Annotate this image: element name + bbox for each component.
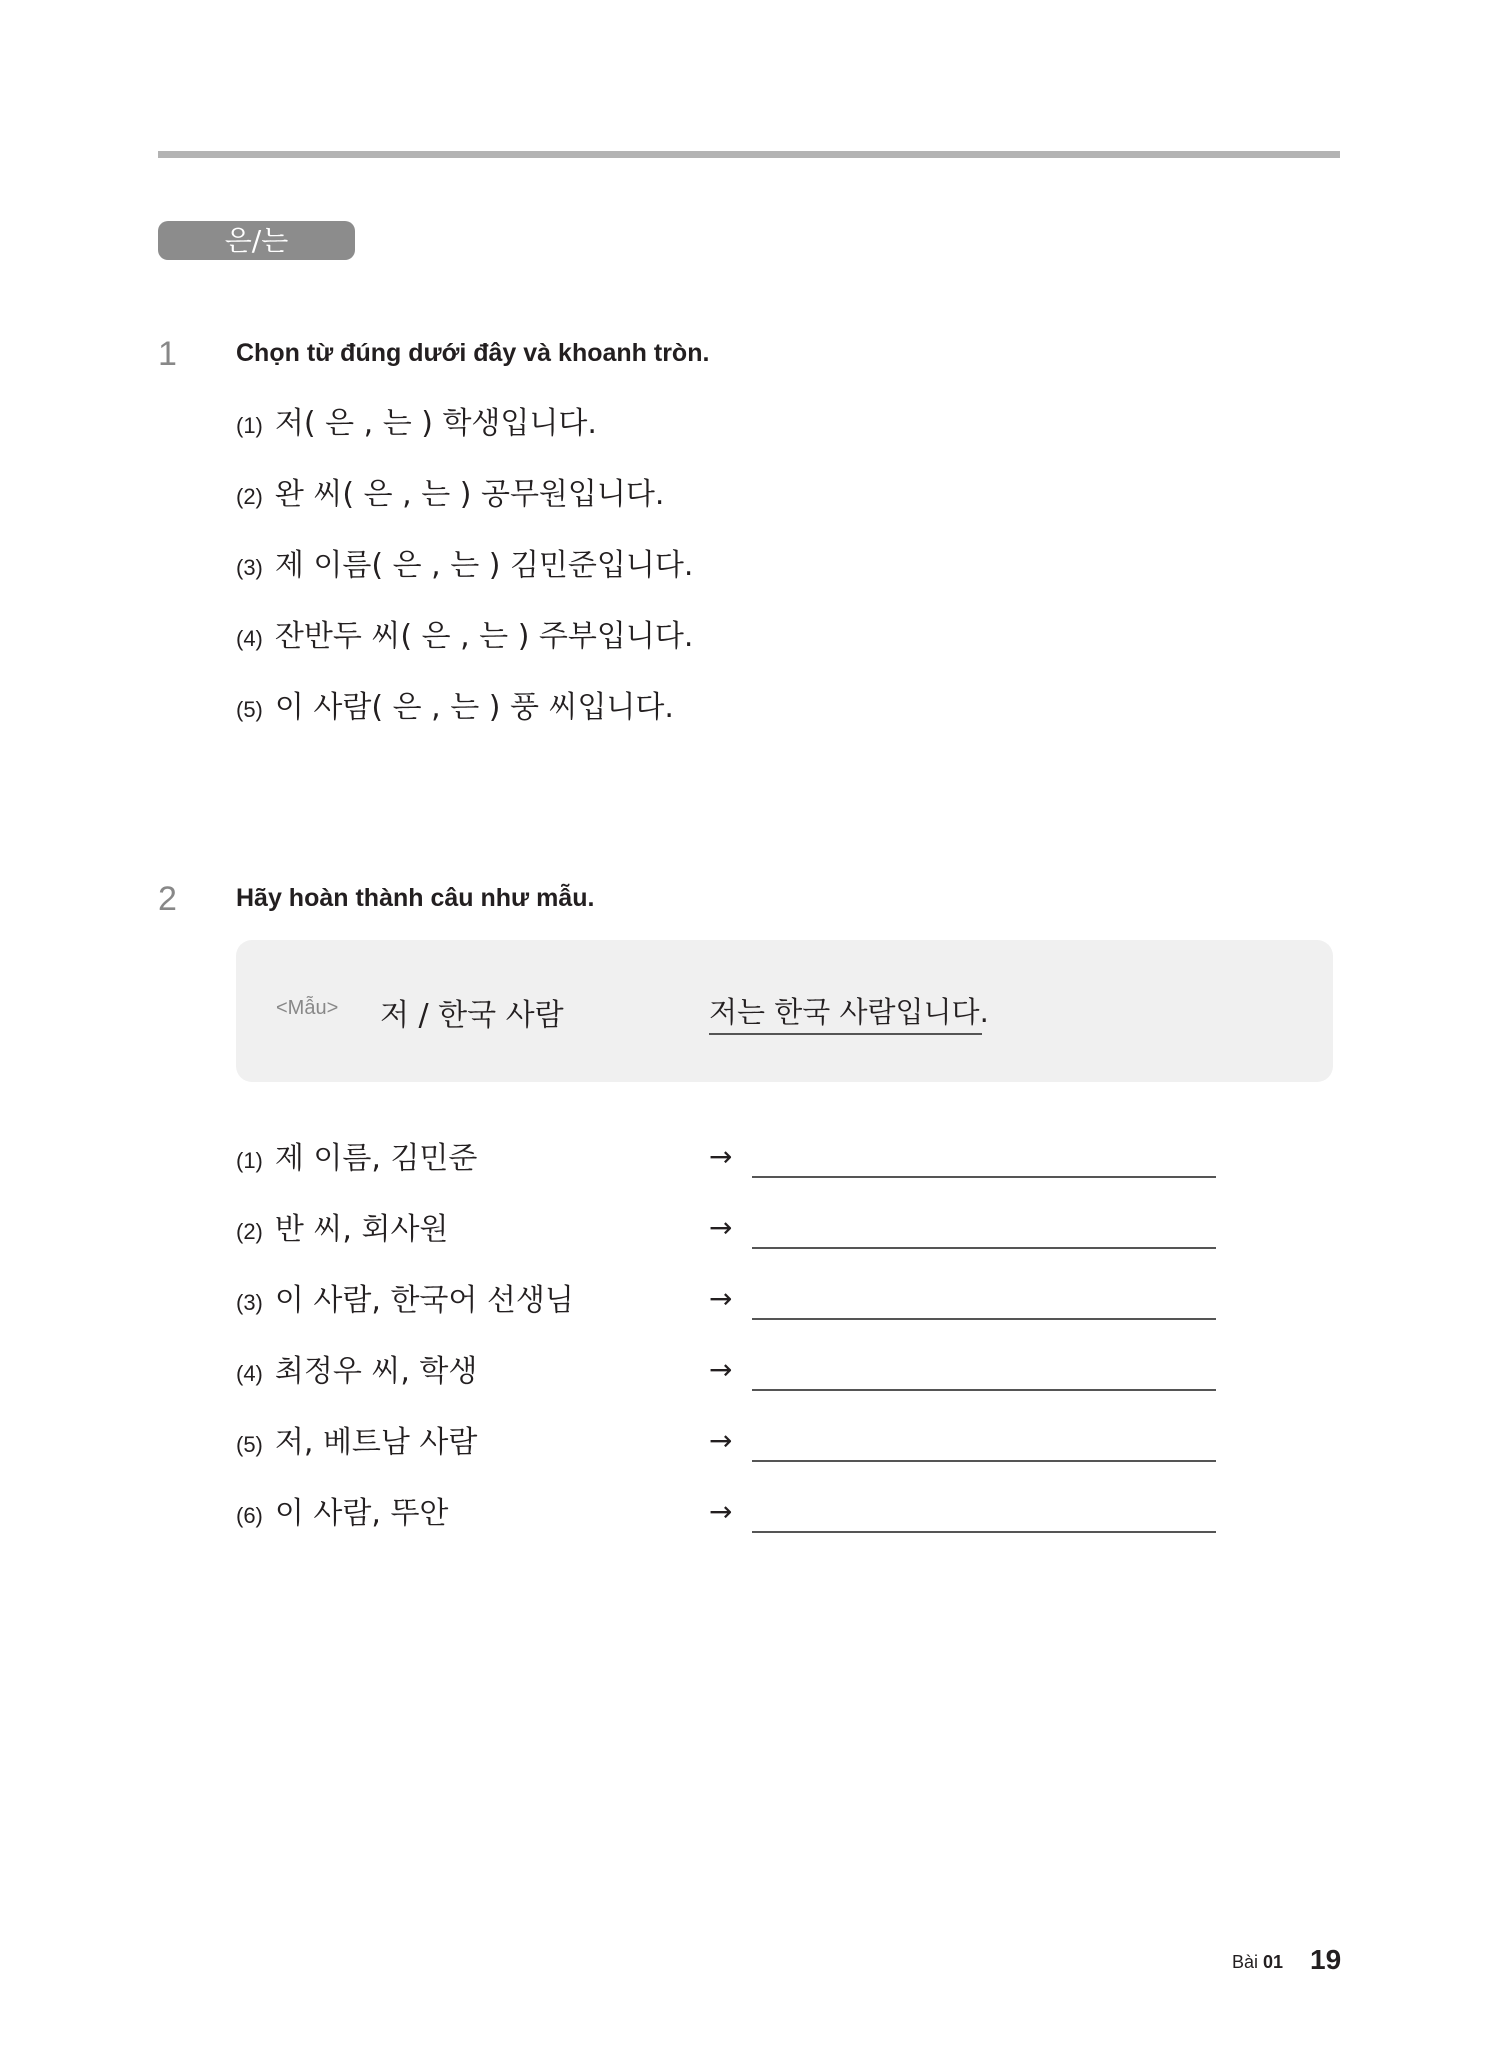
example-answer: 저는 한국 사람입니다. (709, 990, 982, 1035)
item-text: 저( 은 , 는 ) 학생입니다. (274, 406, 597, 441)
item-number: (2) (236, 484, 263, 509)
section-badge: 은/는 (158, 221, 355, 260)
answer-line[interactable] (752, 1247, 1216, 1249)
item-number: (1) (236, 413, 263, 438)
ex1-item (236, 617, 693, 659)
exercise-1-instruction: Chọn từ đúng dưới đây và khoanh tròn. (236, 339, 710, 367)
ex2-item (236, 1210, 448, 1252)
item-text: 저, 베트남 사람 (274, 1425, 478, 1460)
item-text: 이 사람, 한국어 선생님 (274, 1283, 574, 1318)
lesson-label (1232, 1952, 1283, 1973)
item-number: (2) (236, 1219, 263, 1244)
ex1-item (236, 475, 664, 517)
ex2-item (236, 1139, 477, 1181)
exercise-2-instruction: Hãy hoàn thành câu như mẫu. (236, 884, 595, 912)
arrow-icon: → (709, 1282, 733, 1315)
example-prompt: 저 / 한국 사람 (380, 998, 564, 1033)
answer-line[interactable] (752, 1460, 1216, 1462)
item-number: (4) (236, 1361, 263, 1386)
item-number: (1) (236, 1148, 263, 1173)
ex2-item (236, 1494, 448, 1536)
exercise-2-number: 2 (158, 880, 177, 918)
answer-line[interactable] (752, 1389, 1216, 1391)
arrow-icon: → (709, 1211, 733, 1244)
item-text: 최정우 씨, 학생 (274, 1354, 478, 1389)
lesson-word: Bài (1232, 1952, 1259, 1972)
ex1-item (236, 404, 597, 446)
item-number: (3) (236, 1290, 263, 1315)
top-divider (158, 151, 1340, 158)
item-number: (6) (236, 1503, 263, 1528)
arrow-icon: → (709, 1140, 733, 1173)
arrow-icon: → (709, 1424, 733, 1457)
item-text: 이 사람( 은 , 는 ) 풍 씨입니다. (274, 690, 674, 725)
item-number: (5) (236, 697, 263, 722)
ex2-item (236, 1281, 574, 1323)
item-number: (3) (236, 555, 263, 580)
arrow-icon: → (709, 1353, 733, 1386)
ex1-item (236, 546, 693, 588)
item-text: 제 이름( 은 , 는 ) 김민준입니다. (274, 548, 694, 583)
answer-line[interactable] (752, 1531, 1216, 1533)
example-label: <Mẫu> (276, 997, 339, 1019)
lesson-number: 01 (1263, 1952, 1284, 1972)
item-text: 반 씨, 회사원 (274, 1212, 449, 1247)
answer-line[interactable] (752, 1176, 1216, 1178)
answer-line[interactable] (752, 1318, 1216, 1320)
item-text: 이 사람, 뚜안 (274, 1496, 449, 1531)
ex2-item (236, 1352, 477, 1394)
item-number: (5) (236, 1432, 263, 1457)
ex1-item (236, 688, 674, 730)
ex2-item (236, 1423, 477, 1465)
item-text: 제 이름, 김민준 (274, 1141, 478, 1176)
item-number: (4) (236, 626, 263, 651)
item-text: 잔반두 씨( 은 , 는 ) 주부입니다. (274, 619, 694, 654)
exercise-1-number: 1 (158, 335, 177, 373)
page-number: 19 (1310, 1944, 1342, 1975)
arrow-icon: → (709, 1495, 733, 1528)
item-text: 완 씨( 은 , 는 ) 공무원입니다. (274, 477, 665, 512)
